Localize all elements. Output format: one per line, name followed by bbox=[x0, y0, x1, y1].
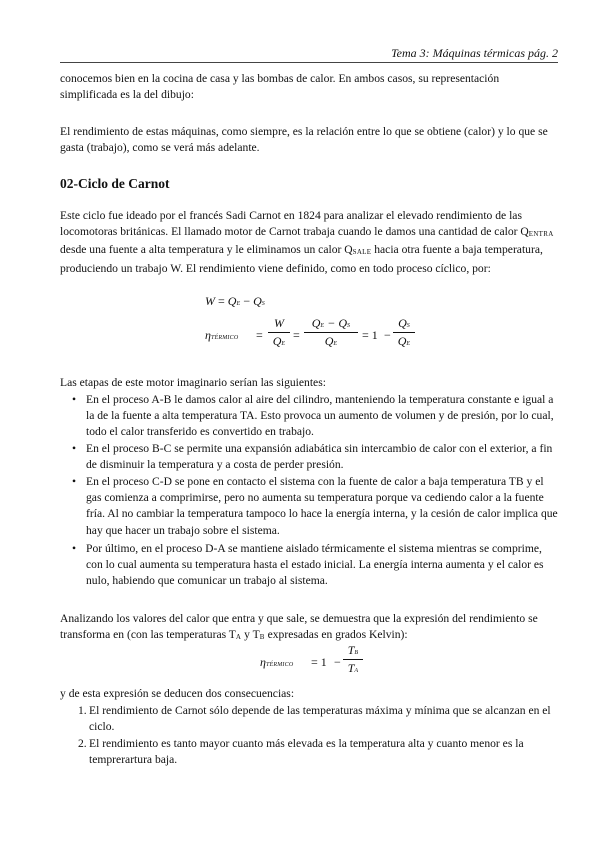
bullet-text: En el proceso C-D se pone en contacto el sistema con la fuente de calor a baja temperatura TB y el gas comienza a comprimirse, pero no aumenta su temperatura porque va cediendo calor a la fuente fría. Al no cambiar la temperatura tampoco lo hace la energía interna, y la cesión de calor implica que hay que hacer un trabajo sobre el sistema. bbox=[86, 475, 558, 537]
eq3-equals-one: = 1 bbox=[311, 655, 327, 669]
p5-mid: y T bbox=[241, 628, 260, 642]
eq3-fraction bbox=[343, 643, 363, 676]
eq3-eta bbox=[260, 655, 293, 670]
eq3-den-sub: A bbox=[354, 668, 359, 674]
eq2-f3-num-sub: S bbox=[406, 323, 410, 329]
eq1-qs-sub: S bbox=[261, 301, 265, 307]
eq2-f2-num-qe: Q bbox=[311, 316, 321, 330]
running-header bbox=[60, 46, 558, 61]
bullet-marker: • bbox=[72, 542, 77, 555]
eq3-num: T bbox=[347, 643, 355, 657]
header-rule bbox=[60, 62, 558, 63]
numbered-text: El rendimiento de Carnot sólo depende de las temperaturas máxima y mínima que se alcanzan en el ciclo. bbox=[89, 704, 551, 734]
bullet-marker: • bbox=[72, 475, 77, 488]
eq2-eta-symbol: η bbox=[205, 328, 211, 342]
eq2-eta bbox=[205, 328, 238, 343]
eq2-fraction-2 bbox=[304, 316, 358, 349]
eq2-f3-den: Q bbox=[397, 334, 407, 348]
numbered-marker: 2. bbox=[78, 737, 87, 750]
paragraph-intro: conocemos bien en la cocina de casa y las bombas de calor. En ambos casos, su representación simplificada es la del dibujo: bbox=[60, 72, 500, 102]
bullet-text: Por último, en el proceso D-A se mantiene aislado térmicamente el sistema mientras se comprime, con lo cual aumenta su temperatura hasta el estado inicial. La energía interna aumenta y el calor es nulo, habiendo que comunicar un trabajo al sistema. bbox=[86, 542, 544, 588]
eq1-qe: Q bbox=[227, 294, 237, 308]
eq2-f3-num: Q bbox=[398, 316, 407, 330]
eq1-qs: Q bbox=[253, 294, 262, 308]
section-title: 02-Ciclo de Carnot bbox=[60, 176, 170, 191]
equation-work bbox=[205, 294, 265, 309]
eq1-qe-sub: E bbox=[236, 301, 241, 307]
eq3-eta-symbol: η bbox=[260, 655, 266, 669]
p5-part-b: expresadas en grados Kelvin): bbox=[264, 628, 408, 642]
eq2-equals-1: = bbox=[256, 328, 263, 342]
paragraph-consequences-intro: y de esta expresión se deducen dos consecuencias: bbox=[60, 687, 295, 700]
eq1-minus: − bbox=[243, 294, 251, 308]
eq2-f2-den-sub: E bbox=[333, 341, 338, 347]
p3-sub-entra: ENTRA bbox=[528, 230, 554, 239]
eq2-f1-den-sub: E bbox=[281, 341, 286, 347]
eq2-f2-den: Q bbox=[324, 334, 334, 348]
eq1-equals: = bbox=[218, 294, 225, 308]
numbered-marker: 1. bbox=[78, 704, 87, 717]
numbered-text: El rendimiento es tanto mayor cuanto más elevada es la temperatura alta y cuanto menor es la temprerartura baja. bbox=[89, 737, 524, 767]
eq2-f3-den-sub: E bbox=[406, 341, 411, 347]
eq2-equals-2: = bbox=[293, 328, 300, 342]
p3-part-c: hacia otra fuente a baja temperatura, produciendo un trabajo W. El rendimiento viene definido, como en todo proceso cíclico, por: bbox=[60, 243, 543, 275]
bullet-marker: • bbox=[72, 393, 77, 406]
bullet-text: En el proceso B-C se permite una expansión adiabática sin intercambio de calor con el exterior, a fin de disminuir la temperatura y a costa de perder presión. bbox=[86, 442, 553, 472]
p3-part-a: Este ciclo fue ideado por el francés Sadi Carnot en 1824 para analizar el elevado rendimiento de las locomotoras británicas. El llamado motor de Carnot trabaja cuando le damos una cantidad de calor Q bbox=[60, 209, 529, 239]
eq2-f2-num-qs-sub: S bbox=[347, 323, 351, 329]
eq2-fraction-3 bbox=[393, 316, 415, 349]
eq2-minus: − bbox=[384, 328, 391, 342]
eq3-num-sub: B bbox=[354, 650, 359, 656]
eq3-den: T bbox=[347, 661, 355, 675]
p5-sub-b: B bbox=[259, 633, 265, 642]
bullet-marker: • bbox=[72, 442, 77, 455]
eq1-w: W bbox=[205, 294, 215, 308]
eq2-f1-num: W bbox=[274, 316, 284, 330]
eq2-fraction-1 bbox=[268, 316, 290, 349]
eq3-minus: − bbox=[334, 655, 341, 669]
p5-part-a: Analizando los valores del calor que entra y que sale, se demuestra que la expresión del rendimiento se transforma en (con las temperaturas T bbox=[60, 612, 538, 642]
header-page-number: pág. 2 bbox=[528, 46, 558, 60]
paragraph-stages-intro: Las etapas de este motor imaginario serían las siguientes: bbox=[60, 376, 326, 389]
bullet-text: En el proceso A-B le damos calor al aire del cilindro, manteniendo la temperatura constante e igual a la de la fuente a alta temperatura TA. Esto provoca un aumento de volumen y de presión, por lo cual, todo el calor transferido es convertido en trabajo. bbox=[86, 393, 554, 439]
p3-part-b: desde una fuente a alta temperatura y le eliminamos un calor Q bbox=[60, 243, 353, 257]
eq3-eta-sub: TÉRMICO bbox=[265, 662, 294, 668]
eq2-f1-den: Q bbox=[272, 334, 282, 348]
eq2-eta-sub: TÉRMICO bbox=[210, 335, 239, 341]
paragraph-efficiency: El rendimiento de estas máquinas, como siempre, es la relación entre lo que se obtiene (calor) y lo que se gasta (trabajo), como se verá más adelante. bbox=[60, 125, 548, 155]
p3-sub-sale: SALE bbox=[352, 248, 372, 257]
header-title: Tema 3: Máquinas térmicas bbox=[391, 46, 525, 60]
paragraph-temperature-expression bbox=[60, 611, 558, 645]
p5-sub-a: A bbox=[235, 633, 242, 642]
paragraph-carnot-description bbox=[60, 208, 558, 277]
eq2-f2-num-qe-sub: E bbox=[320, 323, 325, 329]
eq2-f2-num-mid: − Q bbox=[324, 316, 348, 330]
eq2-equals-one: = 1 bbox=[362, 328, 378, 342]
